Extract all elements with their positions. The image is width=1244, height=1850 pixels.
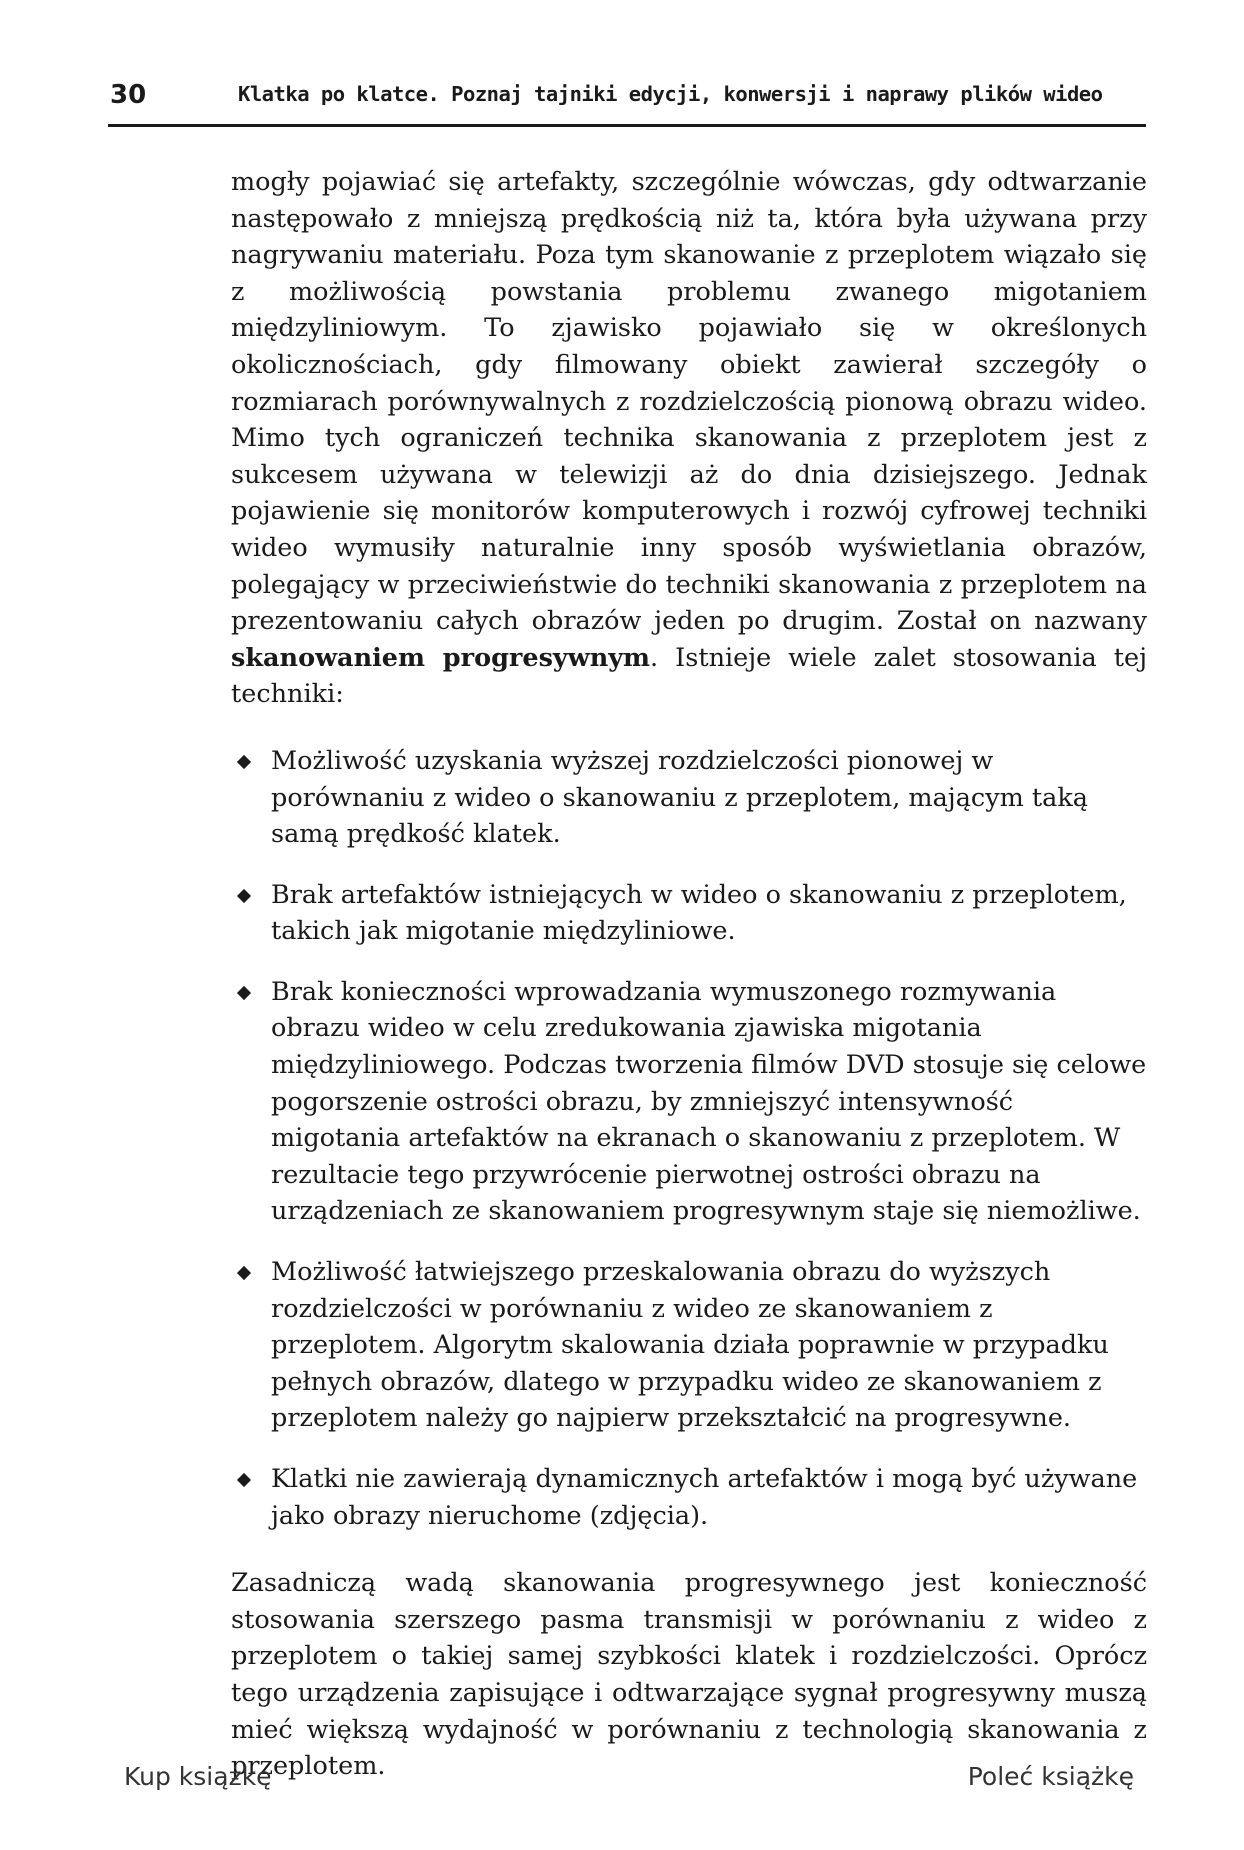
list-item-text: Brak konieczności wprowadzania wymuszonego rozmywania obrazu wideo w celu zredukowania zjawiska migotania międzyliniowego. Podczas tworzenia filmów DVD stosuje się celowe pogorszenie ostrości obrazu, by zmniejszyć intensywność migotania artefaktów na ekranach o skanowaniu z przeplotem. W rezultacie tego przywrócenie pierwotnej ostrości obrazu na urządzeniach ze skanowaniem progresywnym staje się niemożliwe. xyxy=(271,976,1147,1227)
page-header xyxy=(108,76,1146,127)
main-content xyxy=(231,164,1147,1785)
diamond-bullet-icon xyxy=(237,889,251,903)
list-item xyxy=(231,1461,1147,1534)
body-paragraph: Zasadniczą wadą skanowania progresywnego jest konieczność stosowania szerszego pasma transmisji w porównaniu z wideo z przeplotem o takiej samej szybkości klatek i rozdzielczości. Oprócz tego urządzenia zapisujące i odtwarzające sygnał progresywny muszą mieć większą wydajność w porównaniu z technologią skanowania z przeplotem. xyxy=(231,1568,1147,1782)
diamond-bullet-icon xyxy=(237,755,251,769)
paragraph-text-end: . Istnieje wiele zalet stosowania tej techniki: xyxy=(231,642,1147,710)
bold-term: skanowaniem progresywnym xyxy=(231,642,651,673)
advantages-list xyxy=(231,743,1147,1534)
diamond-bullet-icon xyxy=(237,1266,251,1280)
diamond-bullet-icon xyxy=(237,1473,251,1487)
running-title: Klatka po klatce. Poznaj tajniki edycji, konwersji i naprawy plików wideo xyxy=(238,82,1103,106)
list-item-text: Brak artefaktów istniejących w wideo o skanowaniu z przeplotem, takich jak migotanie międzyliniowe. xyxy=(271,879,1127,947)
paragraph-text: mogły pojawiać się artefakty, szczególnie wówczas, gdy odtwarzanie następowało z mniejszą prędkością niż ta, która była używana przy nagrywaniu materiału. Poza tym skanowanie z przeplotem wiązało się z możliwością powstania problemu zwanego migotaniem międzyliniowym. To zjawisko pojawiało się w określonych okolicznościach, gdy filmowany obiekt zawierał szczegóły o rozmiarach porównywalnych z rozdzielczością pionową obrazu wideo. Mimo tych ograniczeń technika skanowania z przeplotem jest z sukcesem używana w telewizji aż do dnia dzisiejszego. Jednak pojawienie się monitorów komputerowych i rozwój cyfrowej techniki wideo wymusiły naturalnie inny sposób wyświetlania obrazów, polegający w przeciwieństwie do techniki skanowania z przeplotem na prezentowaniu całych obrazów jeden po drugim. Został on nazwany xyxy=(231,167,1147,637)
list-item-text: Możliwość łatwiejszego przeskalowania obrazu do wyższych rozdzielczości w porównaniu z wideo ze skanowaniem z przeplotem. Algorytm skalowania działa poprawnie w przypadku pełnych obrazów, dlatego w przypadku wideo ze skanowaniem z przeplotem należy go najpierw przekształcić na progresywne. xyxy=(271,1257,1109,1434)
body-paragraph xyxy=(231,164,1147,713)
recommend-book-link[interactable]: Poleć książkę xyxy=(967,1762,1134,1791)
list-item xyxy=(231,974,1147,1230)
list-item xyxy=(231,743,1147,853)
page-number: 30 xyxy=(110,80,147,110)
list-item-text: Możliwość uzyskania wyższej rozdzielczości pionowej w porównaniu z wideo o skanowaniu z przeplotem, mającym taką samą prędkość klatek. xyxy=(271,745,1088,850)
list-item-text: Klatki nie zawierają dynamicznych artefaktów i mogą być używane jako obrazy nieruchome (zdjęcia). xyxy=(271,1464,1138,1531)
diamond-bullet-icon xyxy=(237,986,251,1000)
buy-book-link[interactable]: Kup książkę xyxy=(124,1762,272,1791)
list-item xyxy=(231,1254,1147,1437)
list-item xyxy=(231,877,1147,950)
